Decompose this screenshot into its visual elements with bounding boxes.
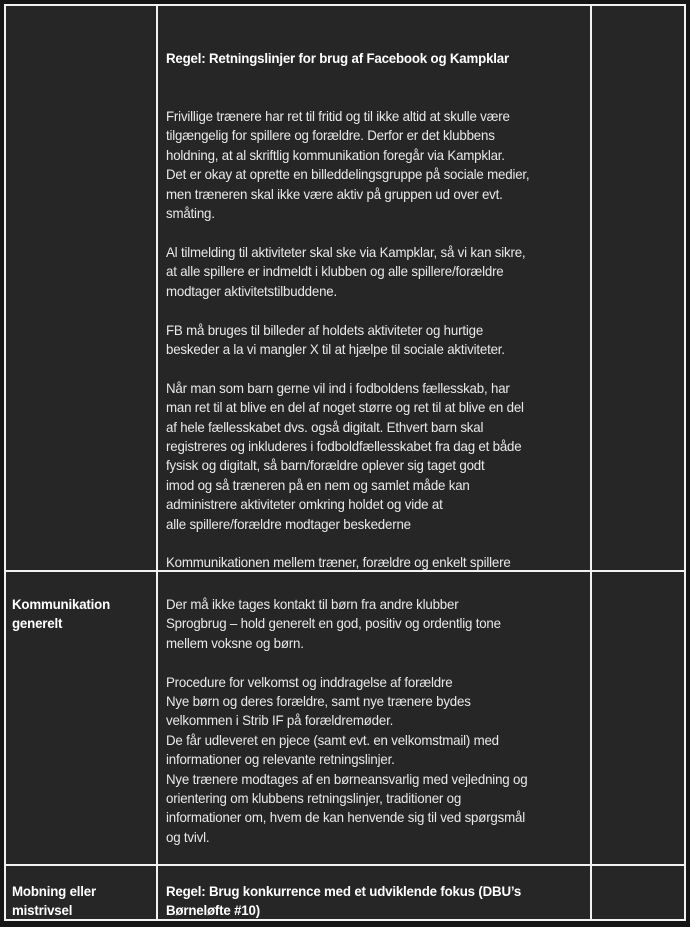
rules-table: [4, 4, 686, 921]
row2-topic-cell: [6, 572, 158, 866]
row2-content-cell: [158, 572, 592, 866]
row3-notes-cell: [592, 866, 684, 919]
row1-rule-body: Frivillige trænere har ret til fritid og til ikke altid at skulle være tilgængelig for spillere og forældre. Derfor er det klubbens holdning, at al skriftlig kommunikation foregår via Kampklar. Det er okay at oprette en billeddelingsgruppe på sociale medier, men træneren skal ikke være aktiv på gruppen ud over evt. småting. Al tilmelding til aktiviteter skal ske via Kampklar, så vi kan sikre, at alle spillere er indmeldt i klubben og alle spillere/forældre modtager aktivitetstilbuddene. FB må bruges til billeder af holdets aktiviteter og hurtige beskeder a la vi mangler X til at hjælpe til sociale aktiviteter. Når man som barn gerne vil ind i fodboldens fællesskab, har man ret til at blive en del af noget større og ret til at blive en del af hele fællesskabet dvs. også digitalt. Ethvert barn skal registreres og inkluderes i fodboldfællesskabet fra dag et både fysisk og digitalt, så barn/forældre oplever sig taget godt imod og så træneren på en nem og samlet måde kan administrere aktiviteter omkring holdet og vide at alle spillere/forældre modtager beskederne Kommunikationen mellem træner, forældre og enkelt spillere: [166, 108, 530, 571]
row3-topic-cell: [6, 866, 158, 919]
row1-content-cell: [158, 6, 592, 572]
row2-body: Der må ikke tages kontakt til børn fra andre klubber Sprogbrug – hold generelt en god, positiv og ordentlig tone mellem voksne og børn. Procedure for velkomst og inddragelse af forældre Nye børn og deres forældre, samt nye trænere bydes velkommen i Strib IF på forældremøder. De får udleveret en pjece (samt evt. en velkomstmail) med informationer og relevante retningslinjer. Nye trænere modtages af en børneansvarlig med vejledning og orientering om klubbens retningslinjer, traditioner og informationer om, hvem de kan henvende sig til ved spørgsmål og tvivl.: [166, 596, 528, 845]
row3-content-cell: [158, 866, 592, 919]
row1-topic-cell: [6, 6, 158, 572]
row3-rule-heading: Regel: Brug konkurrence med et udviklende fokus (DBU’s Børneløfte #10): [166, 883, 522, 919]
row2-topic-label: Kommunikation generelt: [12, 596, 111, 632]
row1-rule-heading: Regel: Retningslinjer for brug af Facebook og Kampklar: [166, 49, 509, 66]
row2-notes-cell: [592, 572, 684, 866]
row1-notes-cell: [592, 6, 684, 572]
row3-topic-label: Mobning eller mistrivsel: [12, 883, 96, 919]
